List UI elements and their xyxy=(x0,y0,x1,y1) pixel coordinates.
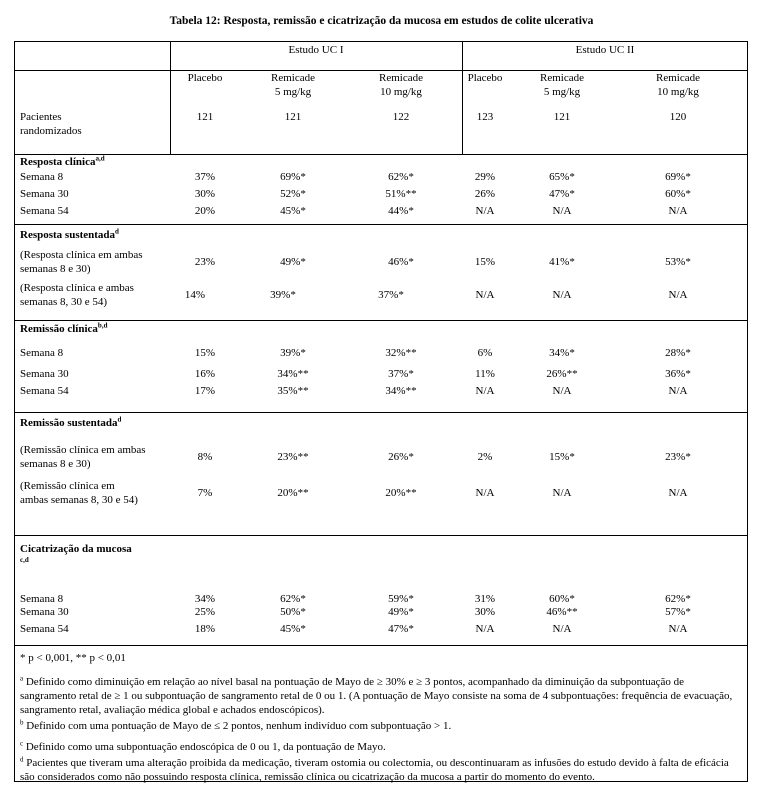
row-value: 20%** xyxy=(385,487,417,499)
row-value: 23%* xyxy=(665,451,691,463)
row-value: 34%** xyxy=(277,368,309,380)
section-heading xyxy=(20,322,107,336)
row-value: 60%* xyxy=(549,593,575,605)
row-value: 46%* xyxy=(388,256,414,268)
row-value: N/A xyxy=(475,289,495,301)
row-value: 26% xyxy=(474,188,496,200)
footnote xyxy=(20,756,736,784)
row-label: Semana 54 xyxy=(20,385,69,397)
section-heading-note: a,d xyxy=(95,154,105,163)
row-label: Semana 30 xyxy=(20,368,69,380)
row-value: N/A xyxy=(668,487,688,499)
row-value: 15% xyxy=(474,256,496,268)
section-divider xyxy=(14,320,748,321)
row-label: (Resposta clínica e ambas xyxy=(20,282,134,294)
row-value: 15%* xyxy=(549,451,575,463)
row-value: 47%* xyxy=(549,188,575,200)
section-divider xyxy=(14,154,748,155)
patients-value: 121 xyxy=(284,111,302,123)
row-value: 49%* xyxy=(388,606,414,618)
column-header-3: 10 mg/kg xyxy=(380,86,422,98)
row-value: 17% xyxy=(194,385,216,397)
row-value: 25% xyxy=(194,606,216,618)
row-value: 47%* xyxy=(388,623,414,635)
row-value: 20%** xyxy=(277,487,309,499)
patients-value: 121 xyxy=(553,111,571,123)
footnote-text: Definido como diminuição em relação ao nível basal na pontuação de Mayo de ≥ 30% e ≥ 3 pontos, acompanhado da diminuição da subpontuação de sangramento retal de ≥ 1 ou subpontuação de sangramento retal de 0 ou 1. (A pontuação de Mayo consiste na soma de 4 subpontuações: frequência de evacuação, sangramento retal, avaliação médica global e achados endoscópicos). xyxy=(20,676,733,716)
row-label: Semana 30 xyxy=(20,188,69,200)
row-value: 7% xyxy=(197,487,213,499)
section-heading-text: Remissão clínica xyxy=(20,323,98,335)
row-value: 28%* xyxy=(665,347,691,359)
table-title: Tabela 12: Resposta, remissão e cicatrização da mucosa em estudos de colite ulcerativa xyxy=(169,15,594,27)
section-heading xyxy=(20,155,105,169)
row-value: 11% xyxy=(475,368,495,380)
row-value: 62%* xyxy=(665,593,691,605)
row-value: 8% xyxy=(197,451,213,463)
row-value: 50%* xyxy=(280,606,306,618)
row-value: N/A xyxy=(475,623,495,635)
section-heading-note: d xyxy=(117,415,122,424)
row-value: N/A xyxy=(668,289,688,301)
row-label: semanas 8, 30 e 54) xyxy=(20,296,108,308)
section-heading-text: Resposta clínica xyxy=(20,156,96,168)
column-header-6: 10 mg/kg xyxy=(657,86,699,98)
row-value: 14% xyxy=(184,289,206,301)
row-value: 41%* xyxy=(549,256,575,268)
row-label: (Remissão clínica em xyxy=(20,480,115,492)
row-value: 32%** xyxy=(385,347,417,359)
column-header-5: Remicade xyxy=(540,72,584,84)
row-label: ambas semanas 8, 30 e 54) xyxy=(20,494,138,506)
row-value: 20% xyxy=(194,205,216,217)
row-label: Semana 30 xyxy=(20,606,69,618)
row-value: 23%** xyxy=(277,451,309,463)
row-value: N/A xyxy=(552,205,572,217)
patients-label: randomizados xyxy=(20,125,82,137)
row-value: 37% xyxy=(194,171,216,183)
row-value: 62%* xyxy=(388,171,414,183)
row-label: (Resposta clínica em ambas xyxy=(20,249,143,261)
section-heading-text: Cicatrização da mucosa xyxy=(20,543,132,555)
row-value: 45%* xyxy=(280,205,306,217)
row-value: 30% xyxy=(474,606,496,618)
row-value: N/A xyxy=(475,385,495,397)
row-value: N/A xyxy=(475,205,495,217)
row-value: 30% xyxy=(194,188,216,200)
row-label: Semana 8 xyxy=(20,593,64,605)
study-divider-mid xyxy=(462,41,463,154)
column-header-2: 5 mg/kg xyxy=(274,86,312,98)
footnote-mark: b xyxy=(20,718,24,727)
row-value: 39%* xyxy=(280,347,306,359)
footnote-text: Definido como uma subpontuação endoscópica de 0 ou 1, da pontuação de Mayo. xyxy=(23,741,386,753)
column-header-3: Remicade xyxy=(379,72,423,84)
footnote-text: * p < 0,001, ** p < 0,01 xyxy=(20,652,126,664)
row-value: 34% xyxy=(194,593,216,605)
patients-value: 121 xyxy=(196,111,214,123)
row-value: 34%* xyxy=(549,347,575,359)
row-value: N/A xyxy=(552,487,572,499)
row-value: 69%* xyxy=(280,171,306,183)
section-heading xyxy=(20,228,119,242)
row-label: Semana 8 xyxy=(20,347,64,359)
footnote xyxy=(20,675,736,717)
row-value: N/A xyxy=(552,385,572,397)
row-label: Semana 54 xyxy=(20,205,69,217)
column-header-6: Remicade xyxy=(656,72,700,84)
section-heading-note: d xyxy=(115,227,119,236)
row-value: 34%** xyxy=(385,385,417,397)
row-value: 60%* xyxy=(665,188,691,200)
row-value: 69%* xyxy=(665,171,691,183)
row-value: 31% xyxy=(474,593,496,605)
row-label: semanas 8 e 30) xyxy=(20,458,91,470)
row-value: 16% xyxy=(194,368,216,380)
row-value: 39%* xyxy=(270,289,296,301)
study-divider-left xyxy=(170,41,171,154)
column-header-1: Placebo xyxy=(187,72,223,84)
row-value: 2% xyxy=(477,451,493,463)
study-header-2: Estudo UC II xyxy=(575,44,635,56)
row-value: 46%** xyxy=(546,606,578,618)
study-header-1: Estudo UC I xyxy=(288,44,344,56)
row-value: N/A xyxy=(475,487,495,499)
table-bottom-divider xyxy=(14,645,748,646)
footnote xyxy=(20,740,736,754)
row-value: 37%* xyxy=(388,368,414,380)
section-heading-note: c,d xyxy=(20,556,29,564)
section-heading xyxy=(20,416,121,430)
row-value: 62%* xyxy=(280,593,306,605)
section-heading xyxy=(20,542,132,570)
row-value: 51%** xyxy=(385,188,417,200)
patients-value: 120 xyxy=(669,111,687,123)
row-value: 26%* xyxy=(388,451,414,463)
section-heading-text: Remissão sustentada xyxy=(20,417,118,429)
row-value: N/A xyxy=(668,205,688,217)
row-value: 18% xyxy=(194,623,216,635)
row-value: N/A xyxy=(552,289,572,301)
section-divider xyxy=(14,535,748,536)
row-value: 59%* xyxy=(388,593,414,605)
footnote-mark: c xyxy=(20,739,24,748)
row-value: N/A xyxy=(668,385,688,397)
row-value: 52%* xyxy=(280,188,306,200)
row-value: 44%* xyxy=(388,205,414,217)
footnote-mark: d xyxy=(20,755,24,764)
patients-value: 123 xyxy=(476,111,494,123)
footnote-text: Definido com uma pontuação de Mayo de ≤ 2 pontos, nenhum indivíduo com subpontuação > 1. xyxy=(23,720,452,732)
row-value: N/A xyxy=(552,623,572,635)
row-label: semanas 8 e 30) xyxy=(20,263,91,275)
section-heading-text: Resposta sustentada xyxy=(20,229,116,241)
row-label: (Remissão clínica em ambas xyxy=(20,444,146,456)
section-divider xyxy=(14,224,748,225)
row-label: Semana 8 xyxy=(20,171,64,183)
row-value: 65%* xyxy=(549,171,575,183)
row-value: 15% xyxy=(194,347,216,359)
row-value: 6% xyxy=(477,347,493,359)
row-value: 26%** xyxy=(546,368,578,380)
footnote xyxy=(20,651,736,665)
section-heading-note: b,d xyxy=(97,321,108,330)
column-header-2: Remicade xyxy=(271,72,315,84)
column-header-4: Placebo xyxy=(467,72,503,84)
row-value: 35%** xyxy=(277,385,309,397)
row-value: 45%* xyxy=(280,623,306,635)
patients-label: Pacientes xyxy=(20,111,62,123)
patients-value: 122 xyxy=(392,111,410,123)
row-value: 49%* xyxy=(280,256,306,268)
row-value: 53%* xyxy=(665,256,691,268)
section-divider xyxy=(14,412,748,413)
row-value: N/A xyxy=(668,623,688,635)
footnote-text: Pacientes que tiveram uma alteração proibida da medicação, tiveram ostomia ou colectomia, ou descontinuaram as infusões do estudo devido à falta de eficácia são considerados como não possuindo resposta clínica, remissão clínica ou cicatrização da mucosa a partir do momento do evento. xyxy=(20,757,729,783)
footnote-mark: a xyxy=(20,674,24,683)
row-value: 37%* xyxy=(378,289,404,301)
row-label: Semana 54 xyxy=(20,623,69,635)
row-value: 36%* xyxy=(665,368,691,380)
column-header-5: 5 mg/kg xyxy=(543,86,581,98)
row-value: 29% xyxy=(474,171,496,183)
row-value: 23% xyxy=(194,256,216,268)
row-value: 57%* xyxy=(665,606,691,618)
footnote xyxy=(20,719,736,733)
